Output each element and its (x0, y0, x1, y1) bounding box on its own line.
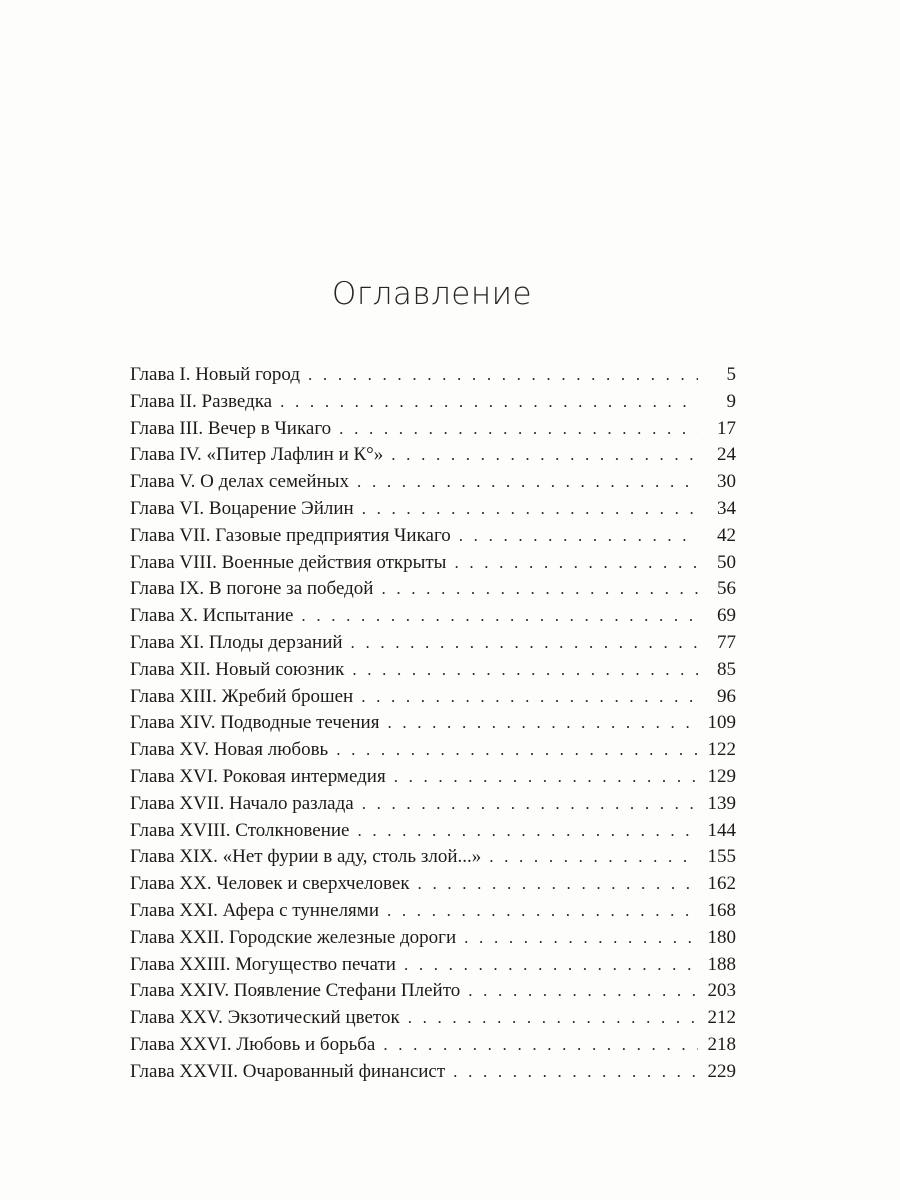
dot-leader (280, 389, 698, 416)
dot-leader (454, 550, 698, 577)
toc-entry (130, 496, 736, 523)
page-number: 34 (717, 497, 736, 519)
dot-leader (394, 764, 698, 791)
toc-entry (130, 1059, 736, 1086)
dot-leader (408, 1005, 698, 1032)
chapter-title: Глава XXII. Городские железные дороги (130, 926, 457, 948)
page-number: 168 (707, 899, 736, 921)
toc-entry (130, 469, 736, 496)
chapter-title: Глава V. О делах семейных (130, 471, 350, 493)
page-number: 85 (717, 658, 736, 680)
toc-entry (130, 791, 736, 818)
chapter-title: Глава VII. Газовые предприятия Чикаго (130, 524, 451, 546)
dot-leader (381, 576, 698, 603)
toc-entry (130, 818, 736, 845)
dot-leader (453, 1059, 698, 1086)
toc-entry (130, 550, 736, 577)
chapter-title: Глава XIV. Подводные течения (130, 712, 380, 734)
chapter-title: Глава XXIV. Появление Стефани Плейто (130, 980, 461, 1002)
page-title: Оглавление (331, 276, 533, 312)
dot-leader (489, 844, 698, 871)
page-number: 155 (707, 846, 736, 868)
toc-entry (130, 764, 736, 791)
page-number: 122 (707, 739, 736, 761)
page-number: 212 (707, 1007, 736, 1029)
toc-entry (130, 710, 736, 737)
page-number: 109 (707, 712, 736, 734)
dot-leader (459, 523, 698, 550)
dot-leader (387, 710, 698, 737)
dot-leader (362, 496, 698, 523)
dot-leader (362, 791, 698, 818)
page-number: 9 (726, 390, 736, 412)
page-number: 162 (707, 873, 736, 895)
chapter-title: Глава IV. «Питер Лафлин и К°» (130, 444, 384, 466)
toc-entry (130, 603, 736, 630)
toc-entry (130, 657, 736, 684)
page-number: 218 (707, 1033, 736, 1055)
page-number: 56 (717, 578, 736, 600)
dot-leader (352, 657, 698, 684)
chapter-title: Глава VI. Воцарение Эйлин (130, 497, 354, 519)
dot-leader (339, 416, 698, 443)
chapter-title: Глава II. Разведка (130, 390, 273, 412)
dot-leader (387, 898, 698, 925)
page-number: 139 (707, 792, 736, 814)
dot-leader (404, 952, 698, 979)
toc-entry (130, 389, 736, 416)
toc-entry (130, 684, 736, 711)
dot-leader (361, 684, 698, 711)
page-number: 69 (717, 605, 736, 627)
toc-entry (130, 925, 736, 952)
dot-leader (357, 469, 698, 496)
dot-leader (308, 362, 698, 389)
chapter-title: Глава XIII. Жребий брошен (130, 685, 354, 707)
dot-leader (357, 818, 698, 845)
chapter-title: Глава XIX. «Нет фурии в аду, столь злой...» (130, 846, 482, 868)
page-number: 96 (717, 685, 736, 707)
dot-leader (336, 737, 698, 764)
toc-entry (130, 362, 736, 389)
chapter-title: Глава XXVII. Очарованный финансист (130, 1060, 446, 1082)
chapter-title: Глава VIII. Военные действия открыты (130, 551, 447, 573)
chapter-title: Глава XI. Плоды дерзаний (130, 631, 343, 653)
chapter-title: Глава XXI. Афера с туннелями (130, 899, 379, 921)
page-number: 17 (717, 417, 736, 439)
page-number: 77 (717, 631, 736, 653)
chapter-title: Глава XXIII. Могущество печати (130, 953, 396, 975)
chapter-title: Глава XX. Человек и сверхчеловек (130, 873, 410, 895)
page-number: 188 (707, 953, 736, 975)
page-number: 180 (707, 926, 736, 948)
chapter-title: Глава XXV. Экзотический цветок (130, 1007, 400, 1029)
page-number: 203 (707, 980, 736, 1002)
page-number: 42 (717, 524, 736, 546)
toc-entry (130, 978, 736, 1005)
page-number: 129 (707, 765, 736, 787)
chapter-title: Глава I. Новый город (130, 364, 301, 385)
chapter-title: Глава IX. В погоне за победой (130, 578, 374, 600)
dot-leader (301, 603, 698, 630)
toc-entry (130, 952, 736, 979)
chapter-title: Глава X. Испытание (130, 605, 294, 627)
page-number: 5 (726, 364, 736, 385)
dot-leader (418, 871, 698, 898)
toc-entry (130, 1032, 736, 1059)
dot-leader (464, 925, 698, 952)
chapter-title: Глава XXVI. Любовь и борьба (130, 1033, 376, 1055)
toc-entry (130, 630, 736, 657)
toc-entry (130, 523, 736, 550)
chapter-title: Глава XV. Новая любовь (130, 739, 329, 761)
toc-entry (130, 576, 736, 603)
chapter-title: Глава XII. Новый союзник (130, 658, 345, 680)
dot-leader (468, 978, 698, 1005)
dot-leader (391, 442, 698, 469)
chapter-title: Глава XVIII. Столкновение (130, 819, 350, 841)
page-number: 24 (717, 444, 736, 466)
toc-entry (130, 442, 736, 469)
dot-leader (383, 1032, 698, 1059)
page-number: 30 (717, 471, 736, 493)
toc-entry (130, 898, 736, 925)
toc-entry (130, 1005, 736, 1032)
toc-entry (130, 871, 736, 898)
toc-entry (130, 416, 736, 443)
dot-leader (351, 630, 698, 657)
table-of-contents (130, 362, 736, 1086)
chapter-title: Глава XVII. Начало разлада (130, 792, 354, 814)
page-number: 50 (717, 551, 736, 573)
toc-entry (130, 844, 736, 871)
chapter-title: Глава XVI. Роковая интермедия (130, 765, 386, 787)
chapter-title: Глава III. Вечер в Чикаго (130, 417, 332, 439)
page-number: 144 (707, 819, 736, 841)
toc-entry (130, 737, 736, 764)
page-number: 229 (707, 1060, 736, 1082)
